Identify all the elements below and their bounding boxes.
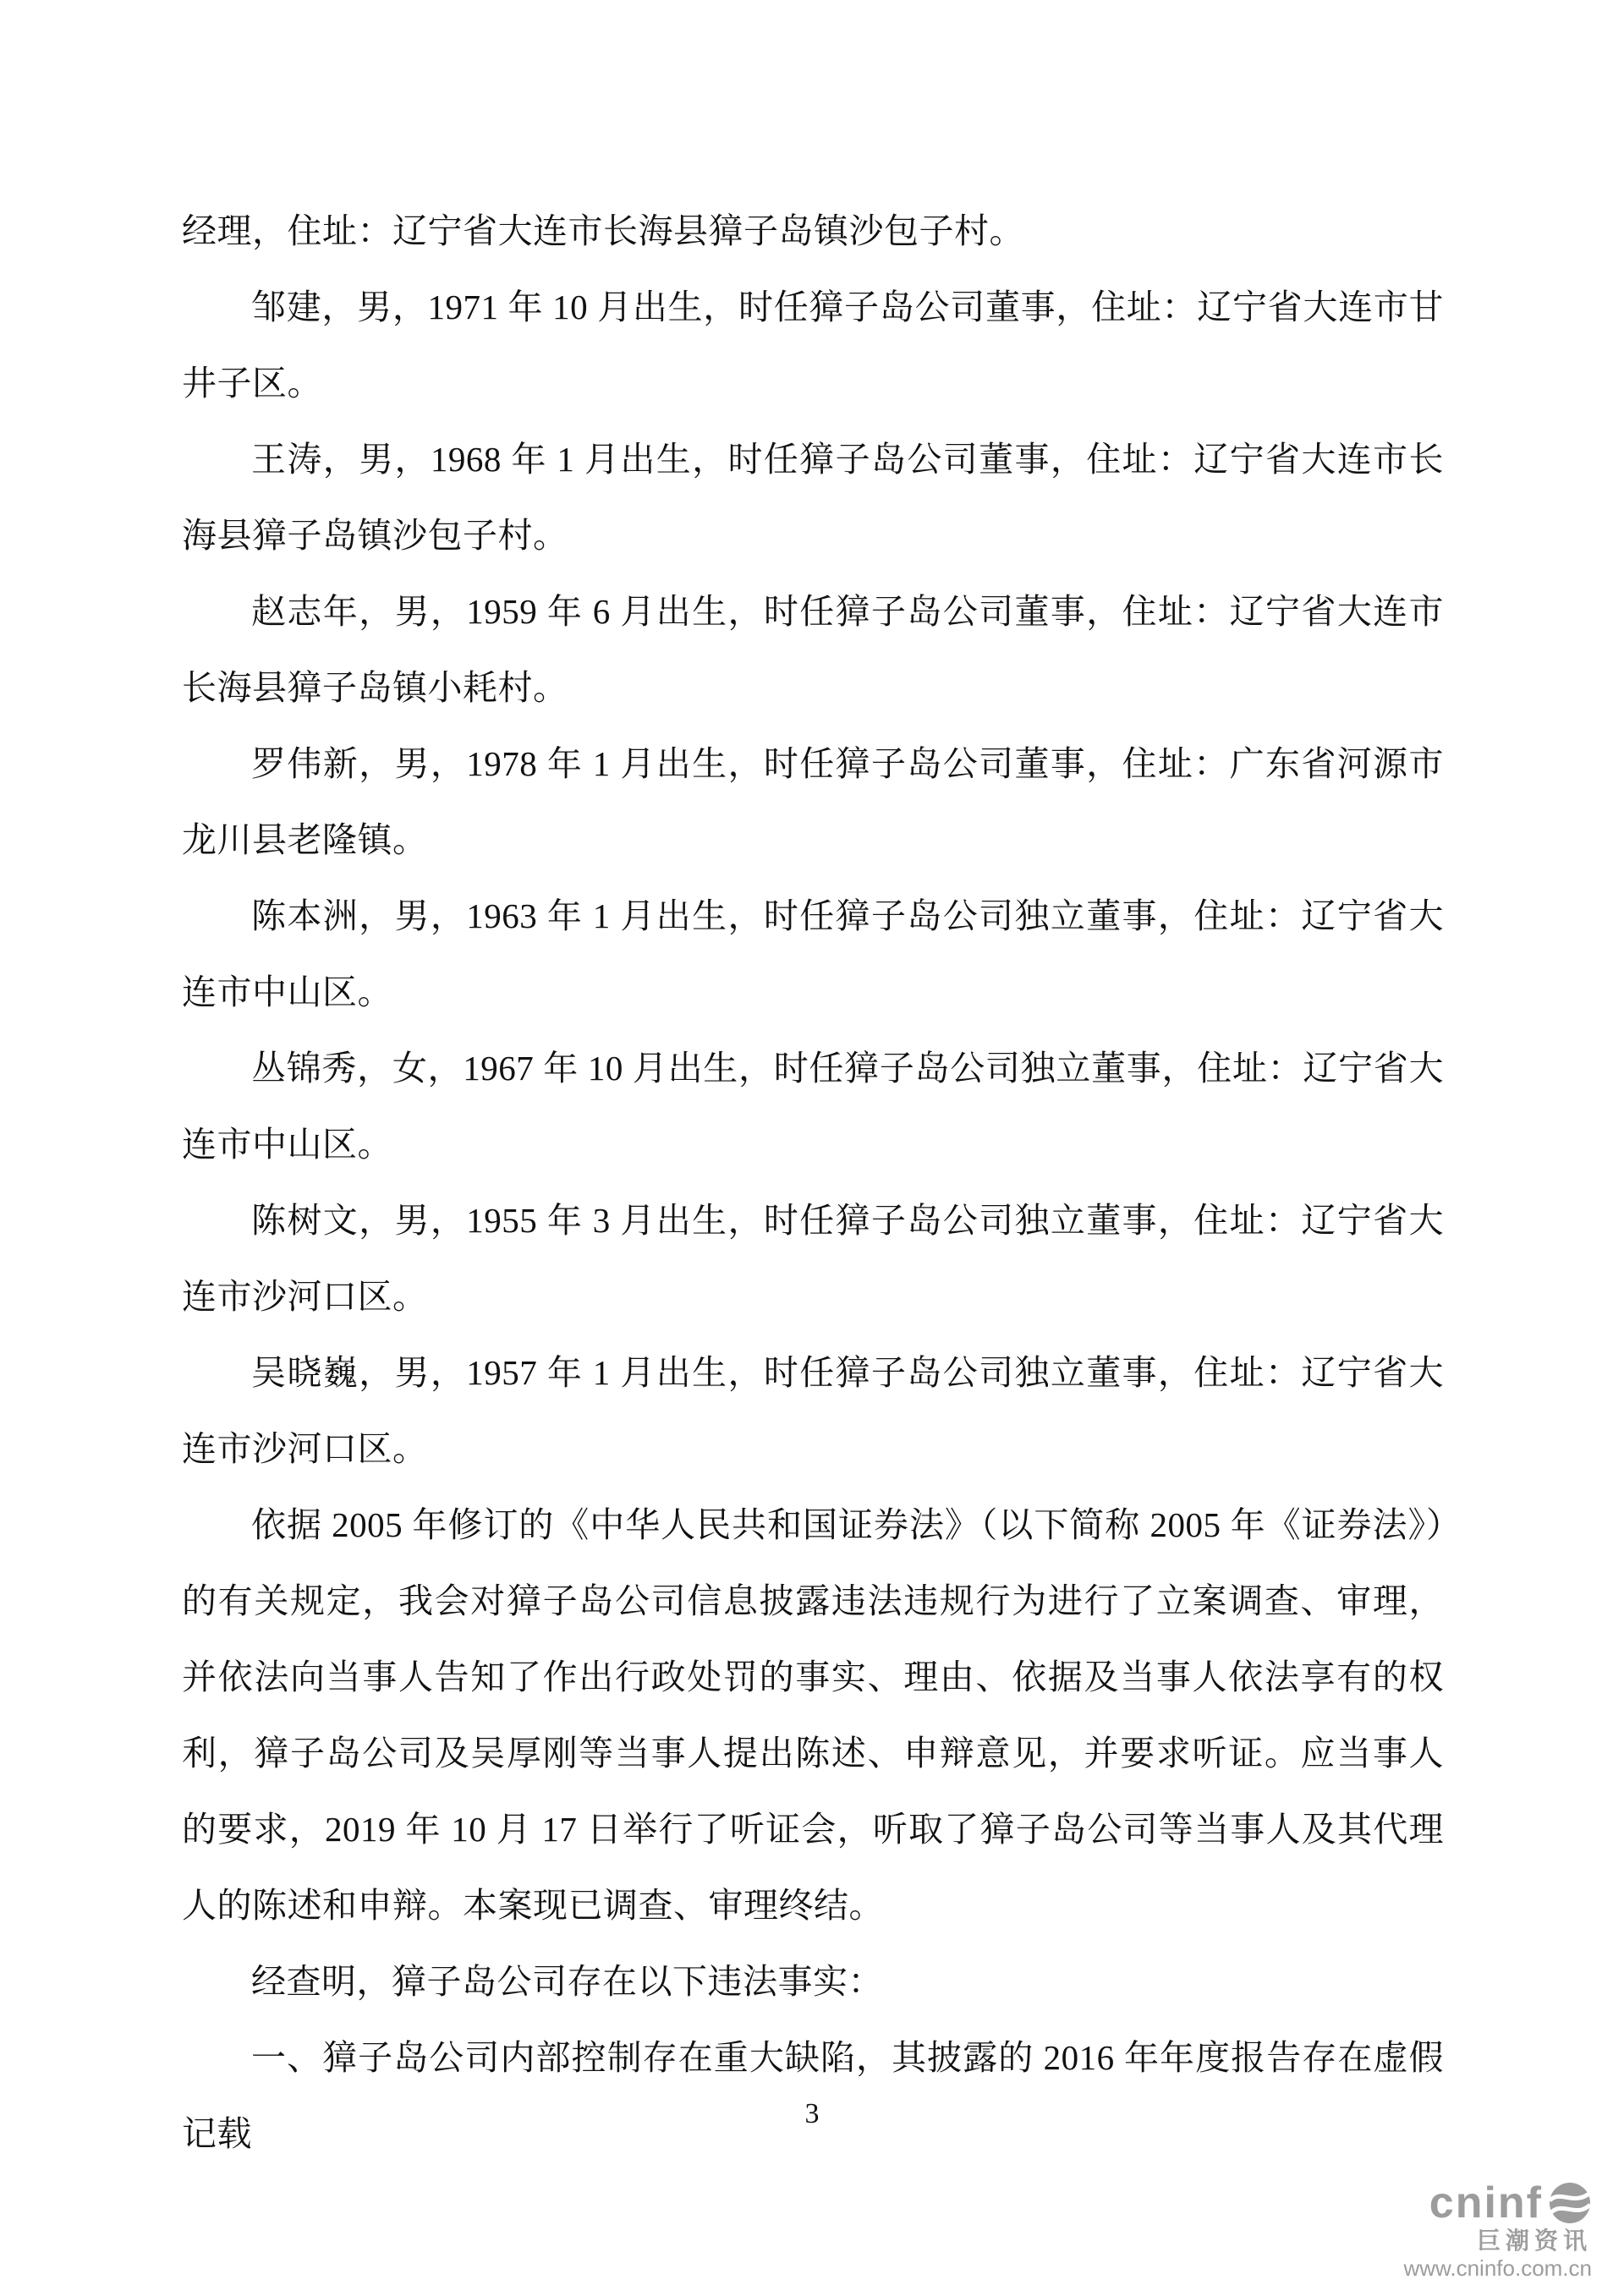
- cninfo-logo-url: www.cninfo.com.cn: [1403, 2255, 1592, 2281]
- paragraph: 一、獐子岛公司内部控制存在重大缺陷，其披露的 2016 年年度报告存在虚假记载: [182, 2038, 1444, 2153]
- paragraph: 陈树文，男，1955 年 3 月出生，时任獐子岛公司独立董事，住址：辽宁省大连市沙河口区。: [182, 1201, 1444, 1316]
- cninfo-logo-text: cninf: [1429, 2178, 1543, 2228]
- cninfo-swirl-icon: [1548, 2181, 1592, 2225]
- paragraph: 经查明，獐子岛公司存在以下违法事实：: [251, 1962, 883, 2001]
- document-body: [182, 193, 1444, 2172]
- page-number: 3: [804, 2098, 820, 2129]
- cninfo-logo-row: [1403, 2178, 1592, 2228]
- paragraph: 邹建，男，1971 年 10 月出生，时任獐子岛公司董事，住址：辽宁省大连市甘井子区。: [182, 288, 1444, 403]
- paragraph: 丛锦秀，女，1967 年 10 月出生，时任獐子岛公司独立董事，住址：辽宁省大连市中山区。: [182, 1049, 1444, 1164]
- paragraph: 陈本洲，男，1963 年 1 月出生，时任獐子岛公司独立董事，住址：辽宁省大连市中山区。: [182, 896, 1444, 1011]
- paragraph: 罗伟新，男，1978 年 1 月出生，时任獐子岛公司董事，住址：广东省河源市龙川县老隆镇。: [182, 744, 1444, 859]
- paragraph: 经理，住址：辽宁省大连市长海县獐子岛镇沙包子村。: [182, 211, 1024, 250]
- paragraph: 吴晓巍，男，1957 年 1 月出生，时任獐子岛公司独立董事，住址：辽宁省大连市沙河口区。: [182, 1353, 1444, 1468]
- paragraph: 王涛，男，1968 年 1 月出生，时任獐子岛公司董事，住址：辽宁省大连市长海县獐子岛镇沙包子村。: [182, 440, 1444, 555]
- cninfo-logo-subtitle: 巨潮资讯: [1476, 2228, 1592, 2254]
- paragraph: 依据 2005 年修订的《中华人民共和国证券法》（以下简称 2005 年《证券法》）的有关规定，我会对獐子岛公司信息披露违法违规行为进行了立案调查、审理，并依法向当事人告知了作出行政处罚的事实、理由、依据及当事人依法享有的权利，獐子岛公司及吴厚刚等当事人提出陈述、申辩意见，并要求听证。应当事人的要求，2019 年 10 月 17 日举行了听证会，听取了獐子岛公司等当事人及其代理人的陈述和申辩。本案现已调查、审理终结。: [182, 1505, 1444, 1925]
- cninfo-logo: [1403, 2178, 1592, 2281]
- paragraph: 赵志年，男，1959 年 6 月出生，时任獐子岛公司董事，住址：辽宁省大连市长海县獐子岛镇小耗村。: [182, 592, 1444, 707]
